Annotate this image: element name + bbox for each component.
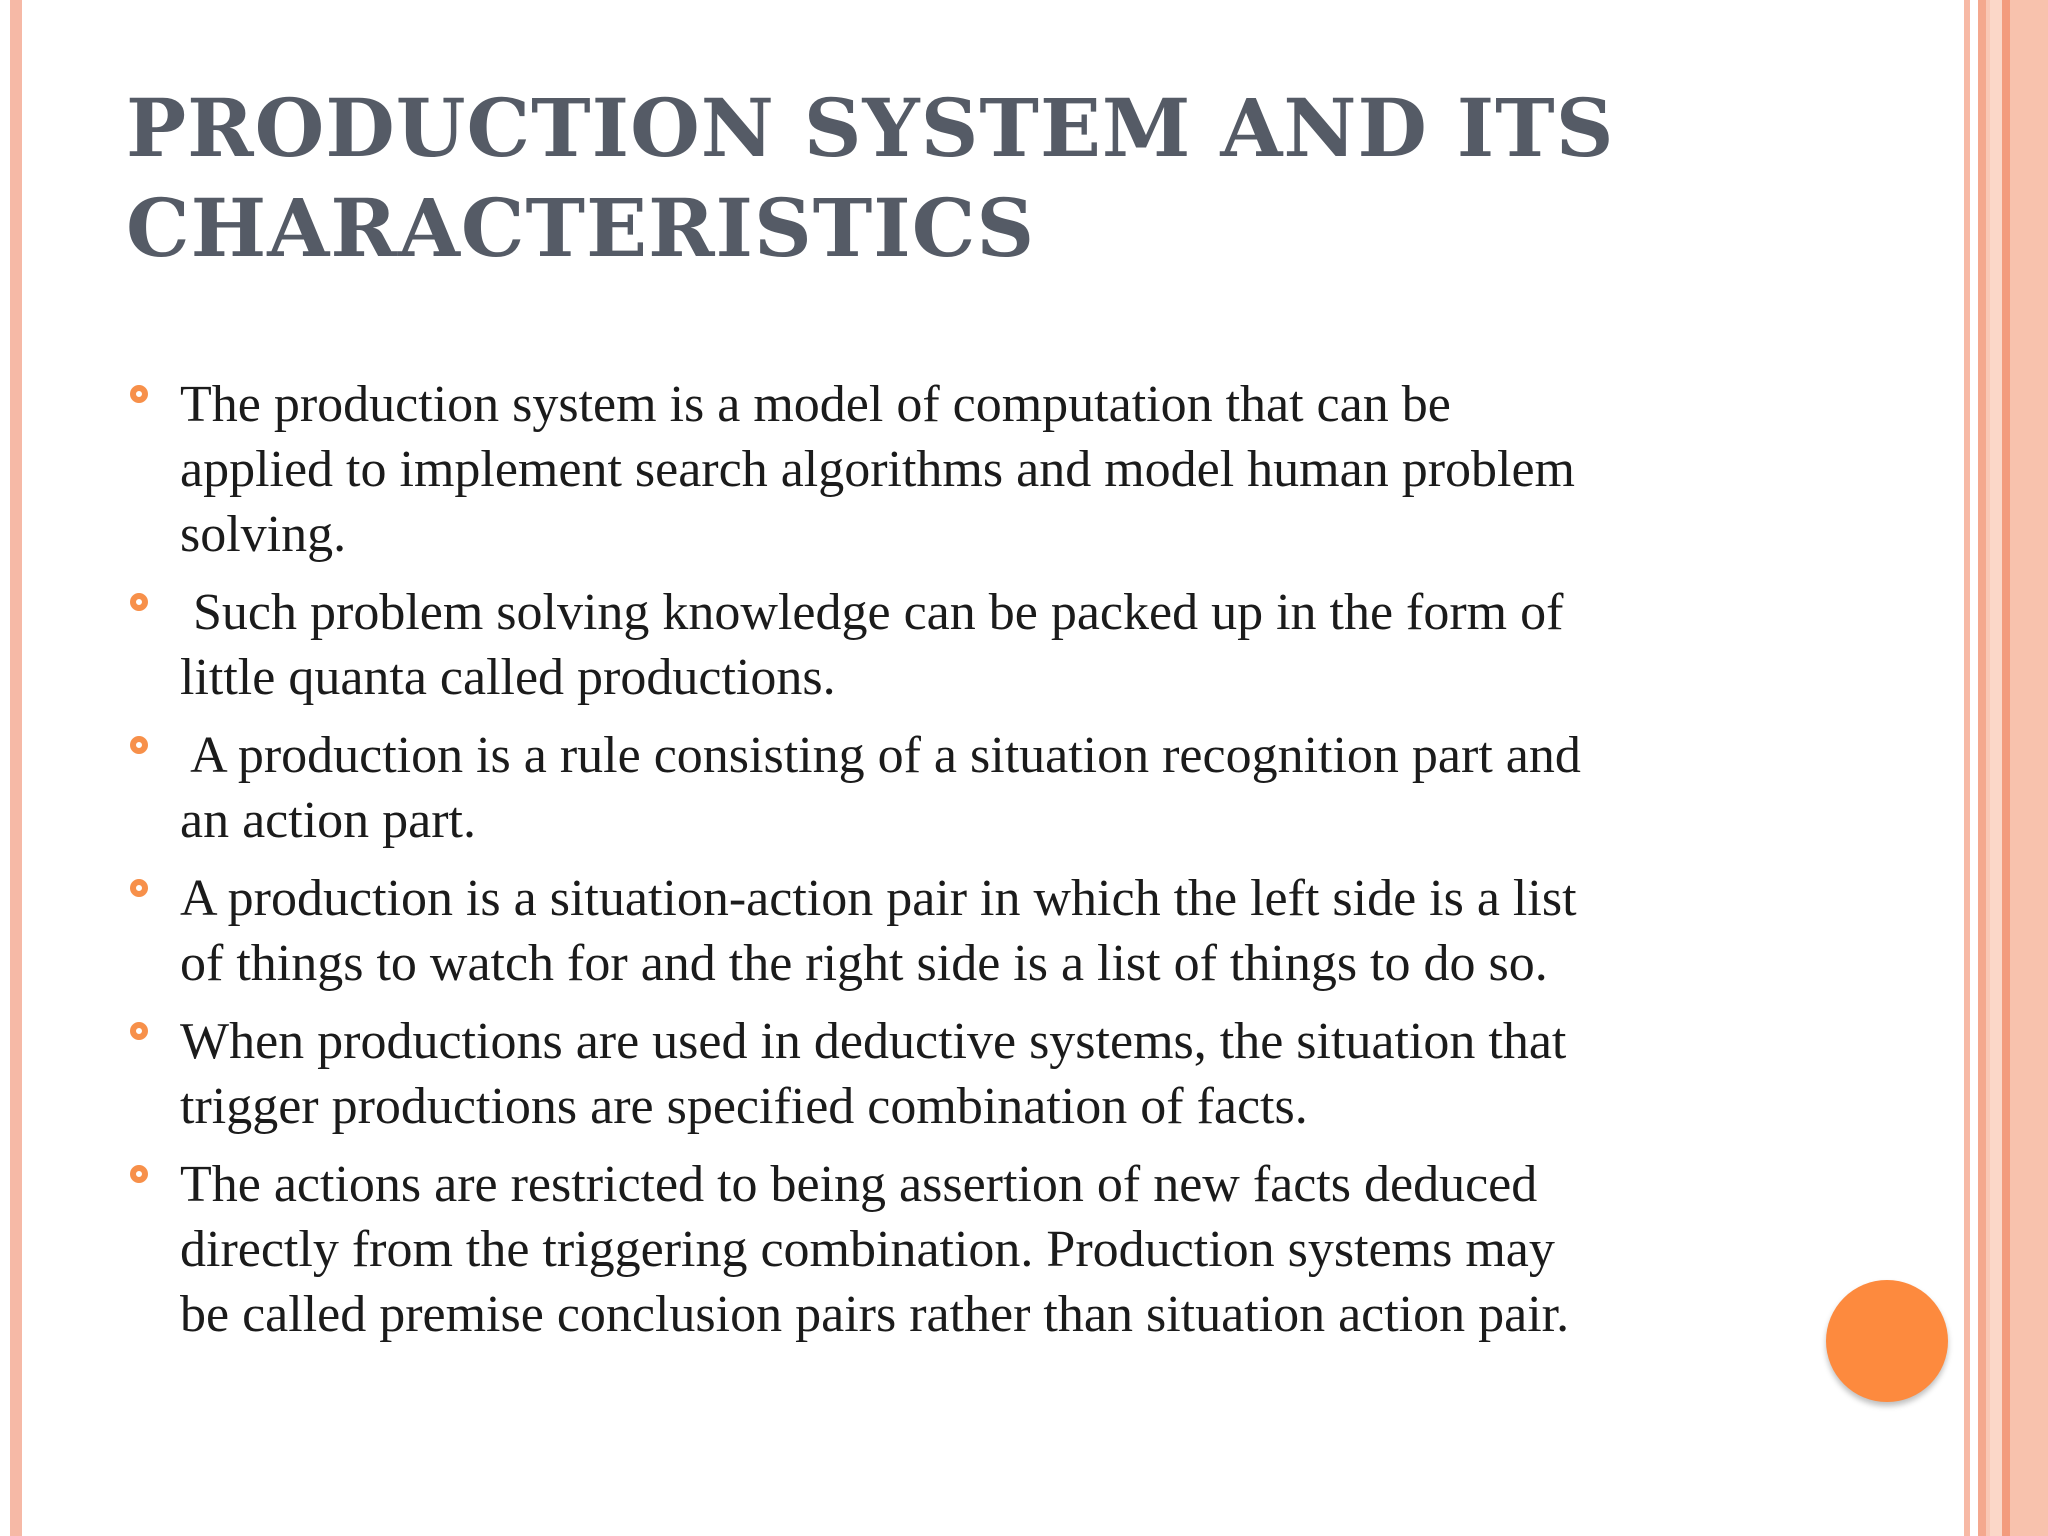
hollow-circle-bullet-icon <box>130 1165 148 1183</box>
bullet-text-line: A production is a rule consisting of a situation recognition part and <box>180 727 1581 784</box>
bullet-item <box>130 580 1870 710</box>
slide-title-line: PRODUCTION SYSTEM AND ITS <box>126 81 1615 175</box>
bullet-text-line: an action part. <box>180 792 476 849</box>
slide-title-line: CHARACTERISTICS <box>126 181 1036 275</box>
bullet-text-line: applied to implement search algorithms and model human problem <box>180 441 1575 498</box>
bullet-text-line: A production is a situation-action pair in which the left side is a list <box>180 870 1577 927</box>
bullet-item <box>130 1152 1870 1347</box>
bullet-text-line: be called premise conclusion pairs rather than situation action pair. <box>180 1286 1570 1343</box>
hollow-circle-bullet-icon <box>130 1022 148 1040</box>
bullet-text-line: The production system is a model of computation that can be <box>180 376 1451 433</box>
right-decorative-stripes <box>1960 0 2048 1536</box>
bullet-text-line: of things to watch for and the right side is a list of things to do so. <box>180 935 1548 992</box>
bullet-text-line: directly from the triggering combination. Production systems may <box>180 1221 1555 1278</box>
bullet-list <box>130 372 1870 1360</box>
hollow-circle-bullet-icon <box>130 879 148 897</box>
bullet-text-line: little quanta called productions. <box>180 649 836 706</box>
left-decorative-bar <box>10 0 22 1536</box>
bullet-text-line: Such problem solving knowledge can be packed up in the form of <box>180 584 1564 641</box>
bullet-item <box>130 723 1870 853</box>
bullet-item <box>130 1009 1870 1139</box>
bullet-text-line: trigger productions are specified combination of facts. <box>180 1078 1308 1135</box>
hollow-circle-bullet-icon <box>130 385 148 403</box>
bullet-text-line: When productions are used in deductive systems, the situation that <box>180 1013 1567 1070</box>
hollow-circle-bullet-icon <box>130 593 148 611</box>
bullet-item <box>130 372 1870 567</box>
slide-title <box>126 78 1886 278</box>
hollow-circle-bullet-icon <box>130 736 148 754</box>
orange-circle-decoration <box>1826 1280 1948 1402</box>
bullet-text-line: solving. <box>180 506 347 563</box>
bullet-item <box>130 866 1870 996</box>
bullet-text-line: The actions are restricted to being assertion of new facts deduced <box>180 1156 1538 1213</box>
